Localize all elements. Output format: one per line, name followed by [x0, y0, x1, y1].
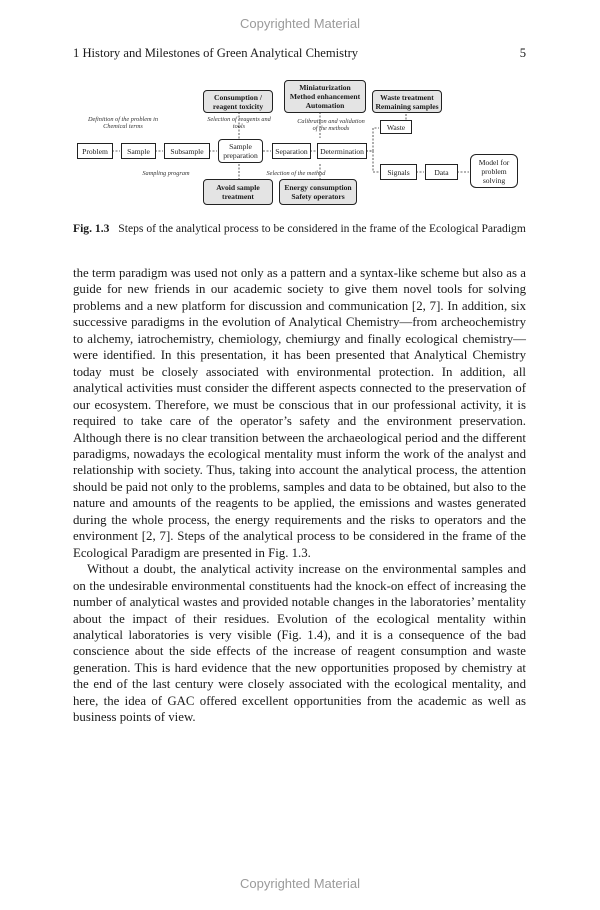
miniaturization-box [284, 80, 366, 113]
miniaturization-line-3: Automation [305, 101, 345, 110]
step-data: Data [425, 164, 458, 180]
avoid-treatment-box [203, 179, 273, 205]
label-selection-reagents: Selection of reagents and tools [207, 116, 271, 131]
miniaturization-line-1: Miniaturization [299, 83, 351, 92]
caption-number: Fig. 1.3 [73, 222, 110, 235]
step-model: Model for problem solving [470, 154, 518, 188]
label-sampling: Sampling program [142, 170, 190, 177]
step-problem: Problem [77, 143, 113, 159]
waste-treatment-box [372, 90, 442, 113]
step-sample: Sample [121, 143, 156, 159]
step-separation: Separation [272, 143, 311, 159]
paragraph-2: Without a doubt, the analytical activity increase on the environmental samples and on the undesirable environmental constituents had the knock-on effect of increasing the number of analytical wastes and provided notable changes in the laboratories’ mentality about the impact of their residues. Evolution of the ecological mentality within analytical laboratories is very visible (Fig. 1.4), and it is a consequence of the bad conscience about the side effects of the increase of reagent consumption and waste generation. This is hard evidence that the new opportunities proposed by chemistry at the end of the last century were closely associated with the ecological mentality, and here, the idea of GAC offered excellent opportunities from the academic as well as business points of view. [73, 562, 526, 725]
energy-safety-box [279, 179, 357, 205]
step-subsample: Subsample [164, 143, 210, 159]
energy-line-2: Safety operators [291, 192, 345, 201]
running-head [73, 46, 526, 64]
page-number: 5 [519, 46, 526, 60]
waste-treatment-line-1: Waste treatment [380, 92, 434, 102]
watermark-bottom: Copyrighted Material [240, 876, 360, 891]
step-sample-preparation: Sample preparation [218, 139, 263, 163]
caption-text: Steps of the analytical process to be considered in the frame of the Ecological Paradigm [118, 222, 526, 235]
paragraph-1: the term paradigm was used not only as a pattern and a syntax-like scheme but also as a guide for new friends in our academic society to give them novel tools for solving problems and a new platform for discussion and communication [2, 7]. In addition, six successive paradigms in the evolution of Analytical Chemistry—from archeochemistry to alchemy, iatrochemistry, chemiology, chemiurgy and finally ecological chemistry—were identified. In this presentation, it has been presented that Analytical Chemistry today must be closely associated with environmental protection. In addition, all analytical activities must consider the different aspects connected to the preservation of our ecosystem. Therefore, we must be conscious that in our professional activity, it is required to take care of the operator’s safety and the environment preservation. Although there is no clear transition between the archaeological period and the different paradigms, nowadays the ecological mentality must inform the work of the analyst and relationship with society. Thus, taking into account the analytical process, the attention should be paid not only to the problems, samples and data to be obtained, but also to the nature and amounts of the reagents to be applied, the emissions and wastes generated during the whole process, the energy requirements and the risks to operators and the environment [2, 7]. Steps of the analytical process to be considered in the frame of the Ecological Paradigm are presented in Fig. 1.3. [73, 266, 526, 560]
consumption-box [203, 90, 273, 113]
step-determination: Determination [317, 143, 367, 159]
watermark-top: Copyrighted Material [240, 16, 360, 31]
connector-determination-signals [366, 151, 379, 172]
label-definition: Definition of the problem in Chemical terms [87, 116, 159, 131]
process-diagram [73, 78, 526, 210]
miniaturization-line-2: Method enhancement [289, 92, 361, 101]
chapter-title: 1 History and Milestones of Green Analytical Chemistry [73, 46, 359, 60]
figure-caption [73, 222, 526, 235]
consumption-line-1: Consumption / [214, 92, 262, 102]
body-text [73, 265, 526, 726]
avoid-line-2: treatment [222, 192, 254, 201]
consumption-line-2: reagent toxicity [212, 101, 264, 111]
energy-line-1: Energy consumption [284, 183, 352, 192]
label-calibration: Calibration and validation of the methods [297, 118, 365, 133]
step-signals: Signals [380, 164, 417, 180]
waste-box: Waste [380, 120, 412, 134]
avoid-line-1: Avoid sample [216, 183, 260, 192]
waste-treatment-line-2: Remaining samples [375, 101, 439, 111]
label-selection-method: Selection of the method [266, 170, 326, 177]
